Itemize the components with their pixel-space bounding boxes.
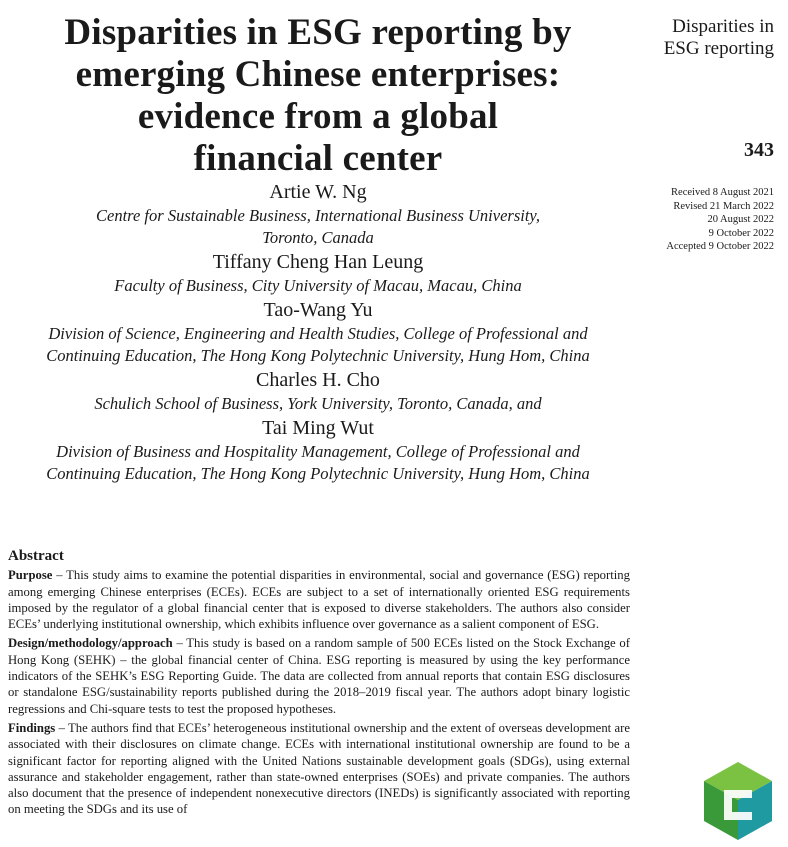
abstract-section-text: – This study is based on a random sample of 500 ECEs listed on the Stock Exchange of Hong Kong (SEHK) – the global financial center of China. ESG reporting is measured by using the key performance indicators of the SEHK’s ESG Reporting Guide. The data are collected from annual reports that contain ESG disclosures or standalone ESG/sustainability reports published during the 2018–2019 fiscal year. The authors adopt binary logistic regressions and Chi-square tests to test the proposed hypotheses. — [8, 636, 630, 716]
author-affiliation — [0, 275, 636, 297]
affiliation-line: Toronto, Canada — [262, 228, 374, 247]
author-name: Tai Ming Wut — [262, 417, 374, 439]
author-affiliation — [0, 441, 636, 485]
affiliation-line: Division of Science, Engineering and Health Studies, College of Professional and — [48, 324, 588, 343]
abstract — [8, 548, 630, 821]
author-list — [0, 179, 636, 485]
publisher-logo-icon — [702, 760, 774, 842]
abstract-section-text: – The authors find that ECEs’ heterogeneous institutional ownership and the extent of overseas development are associated with their disclosures on climate change. ECEs with international institutional ownership are found to be a significant factor for reporting aligned with the United Nations sustainable development goals (SDGs), using external assurance and stakeholder engagement, rather than state-owned enterprises (SOEs) and private companies. The authors also document that the presence of independent nonexecutive directors (INEDs) is significantly associated with reporting on meeting the SDGs and its use of — [8, 720, 630, 817]
date-line: 20 August 2022 — [707, 214, 774, 225]
abstract-section-label: Findings — [8, 720, 56, 735]
author-affiliation — [0, 205, 636, 249]
author-name: Charles H. Cho — [256, 369, 380, 391]
affiliation-line: Continuing Education, The Hong Kong Polytechnic University, Hung Hom, China — [46, 464, 590, 483]
running-header — [624, 16, 774, 60]
running-header-line: ESG reporting — [663, 38, 774, 59]
affiliation-line: Continuing Education, The Hong Kong Polytechnic University, Hung Hom, China — [46, 346, 590, 365]
affiliation-line: Centre for Sustainable Business, International Business University, — [96, 206, 540, 225]
author-affiliation — [0, 323, 636, 367]
date-line: Received 8 August 2021 — [671, 187, 774, 198]
abstract-section-text: – This study aims to examine the potential disparities in environmental, social and governance (ESG) reporting among emerging Chinese enterprises (ECEs). ECEs are subject to a set of internationally oriented ESG requirements imposed by the regulator of a global financial center that is exposed to diverse stakeholders. The authors also consider ECEs’ underlying institutional ownership, which exhibits influence over governance as a salient component of ESG. — [8, 568, 630, 632]
abstract-section-label: Purpose — [8, 568, 53, 583]
affiliation-line: Schulich School of Business, York University, Toronto, Canada, and — [94, 394, 542, 413]
date-line: 9 October 2022 — [708, 227, 774, 239]
abstract-section-purpose — [8, 567, 630, 632]
affiliation-line: Division of Business and Hospitality Management, College of Professional and — [56, 442, 580, 461]
title-line: emerging Chinese enterprises: — [75, 54, 561, 95]
author-name: Artie W. Ng — [269, 181, 367, 203]
abstract-section-design — [8, 635, 630, 716]
abstract-section-findings — [8, 720, 630, 818]
page-number: 343 — [744, 139, 774, 161]
article-title — [0, 12, 636, 180]
title-line: evidence from a global — [137, 96, 499, 137]
author-affiliation — [0, 393, 636, 415]
abstract-heading: Abstract — [8, 548, 64, 564]
submission-dates — [614, 186, 774, 254]
title-line: financial center — [193, 138, 443, 179]
abstract-section-label: Design/methodology/approach — [8, 636, 173, 651]
running-header-line: Disparities in — [672, 16, 774, 37]
author-name: Tao-Wang Yu — [263, 299, 373, 321]
date-line: Revised 21 March 2022 — [673, 200, 774, 212]
date-line: Accepted 9 October 2022 — [666, 241, 774, 252]
title-line: Disparities in ESG reporting by — [64, 12, 572, 53]
author-name: Tiffany Cheng Han Leung — [212, 251, 424, 273]
affiliation-line: Faculty of Business, City University of Macau, Macau, China — [114, 276, 522, 295]
